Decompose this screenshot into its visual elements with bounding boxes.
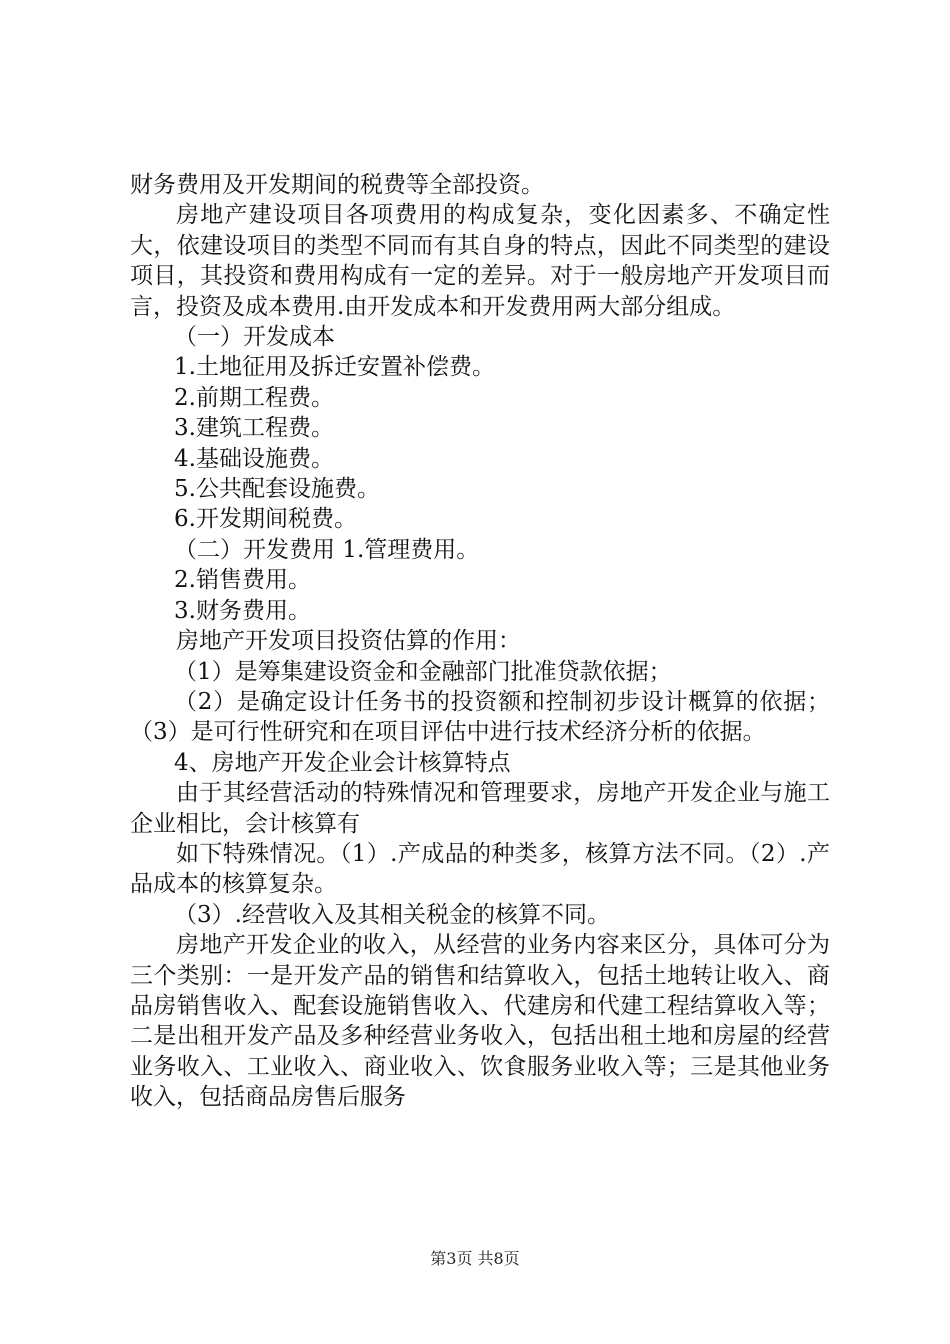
list-item: 6.开发期间税费。 [174, 506, 357, 533]
paragraph: 由于其经营活动的特殊情况和管理要求，房地产开发企业与施工企业相比，会计核算有 [130, 780, 830, 837]
list-item: 2.销售费用。 [174, 567, 311, 594]
section-heading: （二）开发费用 1.管理费用。 [174, 536, 480, 563]
list-item: 4.基础设施费。 [174, 445, 334, 472]
document-body [130, 170, 830, 1113]
list-item: 5.公共配套设施费。 [174, 476, 380, 503]
list-item: 1.土地征用及拆迁安置补偿费。 [174, 354, 495, 381]
section-heading: （一）开发成本 [174, 324, 335, 351]
list-item: 3.建筑工程费。 [174, 415, 334, 442]
section-heading: 4、房地产开发企业会计核算特点 [174, 749, 511, 776]
list-item: 3.财务费用。 [174, 597, 311, 624]
list-item: 2.前期工程费。 [174, 384, 334, 411]
page-number-footer: 第3页 共8页 [430, 1249, 520, 1268]
paragraph: 房地产开发企业的收入，从经营的业务内容来区分，具体可分为三个类别：一是开发产品的销售和结算收入，包括土地转让收入、商品房销售收入、配套设施销售收入、代建房和代建工程结算收入等；二是出租开发产品及多种经营业务收入，包括出租土地和房屋的经营业务收入、工业收入、商业收入、饮食服务业收入等；三是其他业务收入，包括商品房售后服务 [130, 932, 830, 1111]
list-item: （1）是筹集建设资金和金融部门批准贷款依据； [174, 658, 672, 685]
paragraph: 房地产开发项目投资估算的作用： [176, 628, 521, 655]
list-item: （2）是确定设计任务书的投资额和控制初步设计概算的依据；（3）是可行性研究和在项目评估中进行技术经济分析的依据。 [130, 688, 830, 746]
paragraph: 房地产建设项目各项费用的构成复杂，变化因素多、不确定性大，依建设项目的类型不同而有其自身的特点，因此不同类型的建设项目，其投资和费用构成有一定的差异。对于一般房地产开发项目而言，投资及成本费用.由开发成本和开发费用两大部分组成。 [130, 202, 830, 320]
paragraph: 财务费用及开发期间的税费等全部投资。 [130, 172, 544, 198]
paragraph: 如下特殊情况。（1）.产成品的种类多，核算方法不同。（2）.产品成本的核算复杂。 [130, 840, 830, 898]
paragraph: （3）.经营收入及其相关税金的核算不同。 [174, 901, 610, 928]
